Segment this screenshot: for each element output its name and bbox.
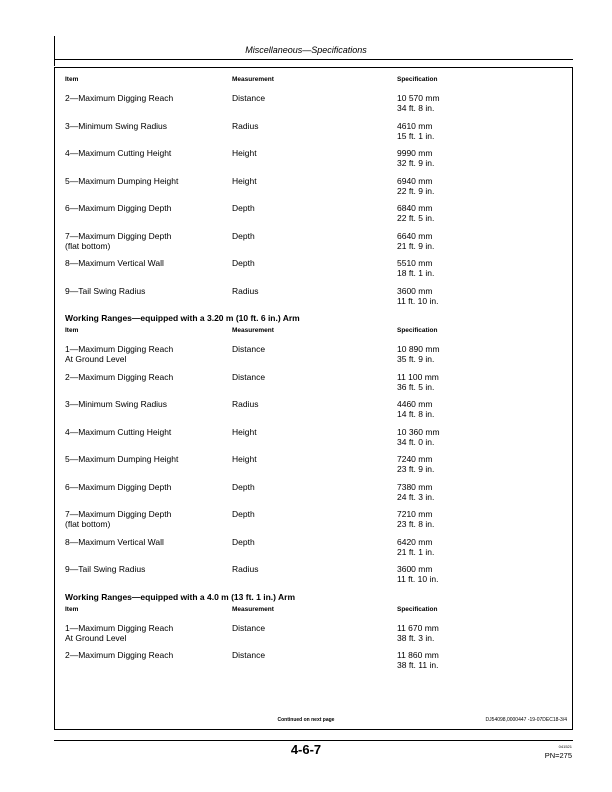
specification-cell (397, 93, 557, 113)
column-header-row (65, 606, 565, 623)
spec-text: 34 ft. 0 in. (397, 436, 435, 447)
spec-text: 35 ft. 9 in. (397, 354, 435, 364)
measurement-cell: Height (232, 454, 257, 464)
spec-text: 10 570 mm (397, 93, 440, 103)
item-text: 4—Maximum Cutting Height (65, 148, 172, 158)
measurement-cell: Radius (232, 399, 259, 409)
spec-text: 3600 mm (397, 564, 433, 574)
measurement-cell: Depth (232, 509, 255, 519)
measurement-cell: Depth (232, 536, 255, 547)
spec-text: 5510 mm (397, 258, 433, 268)
table-row (65, 93, 565, 121)
item-text: 1—Maximum Digging Reach (65, 344, 174, 354)
specification-cell (397, 537, 557, 557)
item-text: At Ground Level (65, 632, 127, 643)
item-text: 1—Maximum Digging Reach (65, 622, 174, 633)
spec-table-content (65, 76, 565, 678)
table-row (65, 399, 565, 427)
spec-text: 11 ft. 10 in. (397, 295, 439, 306)
item-text: (flat bottom) (65, 519, 111, 529)
page-header-title: Miscellaneous—Specifications (245, 45, 367, 55)
spec-text: 11 ft. 10 in. (397, 574, 439, 584)
spec-text: 11 860 mm (397, 650, 439, 660)
spec-text: 7380 mm (397, 481, 433, 492)
column-header-specification: Specification (397, 327, 438, 334)
measurement-cell: Distance (232, 371, 266, 382)
table-row (65, 537, 565, 565)
pn-number: PN=275 (544, 751, 572, 760)
specification-cell (397, 176, 557, 196)
item-cell (65, 482, 225, 492)
header-divider (54, 59, 573, 60)
specification-cell (397, 427, 557, 447)
spec-text: 10 360 mm (397, 426, 440, 437)
item-text: 9—Tail Swing Radius (65, 285, 146, 296)
specification-cell (397, 509, 557, 529)
item-text: 3—Minimum Swing Radius (65, 399, 168, 409)
item-cell (65, 427, 225, 437)
column-header-item: Item (65, 327, 79, 334)
column-header-item: Item (65, 76, 79, 83)
item-cell (65, 564, 225, 574)
item-text: 9—Tail Swing Radius (65, 564, 146, 574)
spec-text: 7210 mm (397, 509, 433, 519)
spec-text: 32 ft. 9 in. (397, 158, 435, 168)
column-header-measurement: Measurement (232, 327, 274, 334)
spec-text: 9990 mm (397, 148, 433, 158)
measurement-cell: Distance (232, 93, 266, 103)
section-title: Working Ranges—equipped with a 3.20 m (10 ft. 6 in.) Arm (65, 313, 300, 323)
item-cell (65, 258, 225, 268)
measurement-cell: Distance (232, 344, 266, 354)
measurement-cell: Height (232, 426, 257, 437)
item-cell (65, 176, 225, 186)
page-number: 4-6-7 (290, 742, 322, 757)
column-header-measurement: Measurement (232, 605, 274, 613)
table-row (65, 176, 565, 204)
footer-divider (54, 740, 573, 741)
measurement-cell: Distance (232, 622, 266, 633)
spec-text: 36 ft. 5 in. (397, 381, 435, 392)
column-header-specification: Specification (397, 605, 438, 613)
item-cell (65, 399, 225, 409)
continued-note: Continued on next page (277, 717, 335, 723)
table-row (65, 372, 565, 400)
spec-text: 4610 mm (397, 120, 433, 131)
table-row (65, 650, 565, 678)
column-header-specification: Specification (397, 76, 438, 83)
item-text: 8—Maximum Vertical Wall (65, 536, 164, 547)
table-row (65, 258, 565, 286)
item-text: 7—Maximum Digging Depth (65, 509, 172, 519)
document-code: DJ54098,0000447 -19-07DEC18-3/4 (485, 717, 567, 723)
item-cell (65, 650, 225, 660)
item-cell (65, 454, 225, 464)
column-header-row (65, 76, 565, 93)
measurement-cell: Height (232, 175, 257, 186)
section-title: Working Ranges—equipped with a 4.0 m (13 ft. 1 in.) Arm (65, 591, 296, 602)
spec-text: 11 100 mm (397, 371, 439, 382)
specification-cell (397, 454, 557, 474)
measurement-cell: Radius (232, 285, 259, 296)
column-header-row (65, 327, 565, 344)
item-text: At Ground Level (65, 354, 127, 364)
spec-text: 3600 mm (397, 285, 433, 296)
table-row (65, 482, 565, 510)
item-text: 2—Maximum Digging Reach (65, 93, 174, 103)
spec-text: 23 ft. 8 in. (397, 519, 435, 529)
item-text: 2—Maximum Digging Reach (65, 371, 174, 382)
spec-text: 24 ft. 3 in. (397, 491, 435, 502)
spec-text: 15 ft. 1 in. (397, 130, 435, 141)
measurement-cell: Depth (232, 230, 255, 241)
item-cell (65, 509, 225, 529)
specification-cell (397, 231, 557, 251)
item-text: 8—Maximum Vertical Wall (65, 258, 164, 268)
specification-cell (397, 564, 557, 584)
item-text: 2—Maximum Digging Reach (65, 650, 174, 660)
measurement-cell: Depth (232, 258, 255, 268)
measurement-cell: Radius (232, 120, 259, 131)
spec-text: 6420 mm (397, 536, 433, 547)
table-row (65, 203, 565, 231)
item-text: 4—Maximum Cutting Height (65, 426, 172, 437)
table-row (65, 148, 565, 176)
spec-text: 22 ft. 5 in. (397, 213, 435, 223)
item-text: 5—Maximum Dumping Height (65, 454, 179, 464)
spec-text: 21 ft. 1 in. (397, 546, 435, 557)
spec-text: 6840 mm (397, 203, 433, 213)
specification-cell (397, 399, 557, 419)
table-row (65, 623, 565, 651)
spec-text: 14 ft. 8 in. (397, 409, 435, 419)
spec-text: 23 ft. 9 in. (397, 464, 435, 474)
print-code: 041521 (558, 744, 572, 749)
specification-cell (397, 148, 557, 168)
item-text: 3—Minimum Swing Radius (65, 120, 168, 131)
item-text: 6—Maximum Digging Depth (65, 203, 172, 213)
item-text: 6—Maximum Digging Depth (65, 481, 172, 492)
table-row (65, 231, 565, 259)
spec-text: 4460 mm (397, 399, 433, 409)
item-text: 5—Maximum Dumping Height (65, 175, 179, 186)
spec-text: 6940 mm (397, 175, 433, 186)
item-cell (65, 344, 225, 364)
table-row (65, 286, 565, 314)
item-cell (65, 623, 225, 643)
measurement-cell: Distance (232, 650, 266, 660)
specification-cell (397, 258, 557, 278)
table-row (65, 564, 565, 592)
measurement-cell: Radius (232, 564, 259, 574)
item-cell (65, 93, 225, 103)
specification-cell (397, 623, 557, 643)
table-row (65, 427, 565, 455)
spec-text: 10 890 mm (397, 344, 440, 354)
specification-cell (397, 372, 557, 392)
spec-text: 34 ft. 8 in. (397, 103, 435, 113)
table-row (65, 509, 565, 537)
specification-cell (397, 344, 557, 364)
specification-cell (397, 203, 557, 223)
column-header-measurement: Measurement (232, 76, 274, 83)
spec-text: 21 ft. 9 in. (397, 240, 435, 251)
specification-cell (397, 286, 557, 306)
item-cell (65, 121, 225, 131)
spec-text: 11 670 mm (397, 622, 439, 633)
item-text: 7—Maximum Digging Depth (65, 230, 172, 241)
item-cell (65, 148, 225, 158)
measurement-cell: Depth (232, 481, 255, 492)
measurement-cell: Depth (232, 203, 255, 213)
item-cell (65, 537, 225, 547)
spec-text: 38 ft. 11 in. (397, 660, 439, 670)
item-text: (flat bottom) (65, 240, 111, 251)
specification-cell (397, 650, 557, 670)
specification-cell (397, 482, 557, 502)
column-header-item: Item (65, 605, 79, 613)
item-cell (65, 286, 225, 296)
table-row (65, 454, 565, 482)
item-cell (65, 203, 225, 213)
spec-text: 6640 mm (397, 230, 433, 241)
spec-text: 18 ft. 1 in. (397, 268, 435, 278)
spec-text: 22 ft. 9 in. (397, 185, 435, 196)
item-cell (65, 372, 225, 382)
table-row (65, 121, 565, 149)
spec-text: 38 ft. 3 in. (397, 632, 435, 643)
measurement-cell: Height (232, 148, 257, 158)
table-row (65, 344, 565, 372)
item-cell (65, 231, 225, 251)
specification-cell (397, 121, 557, 141)
spec-text: 7240 mm (397, 454, 433, 464)
